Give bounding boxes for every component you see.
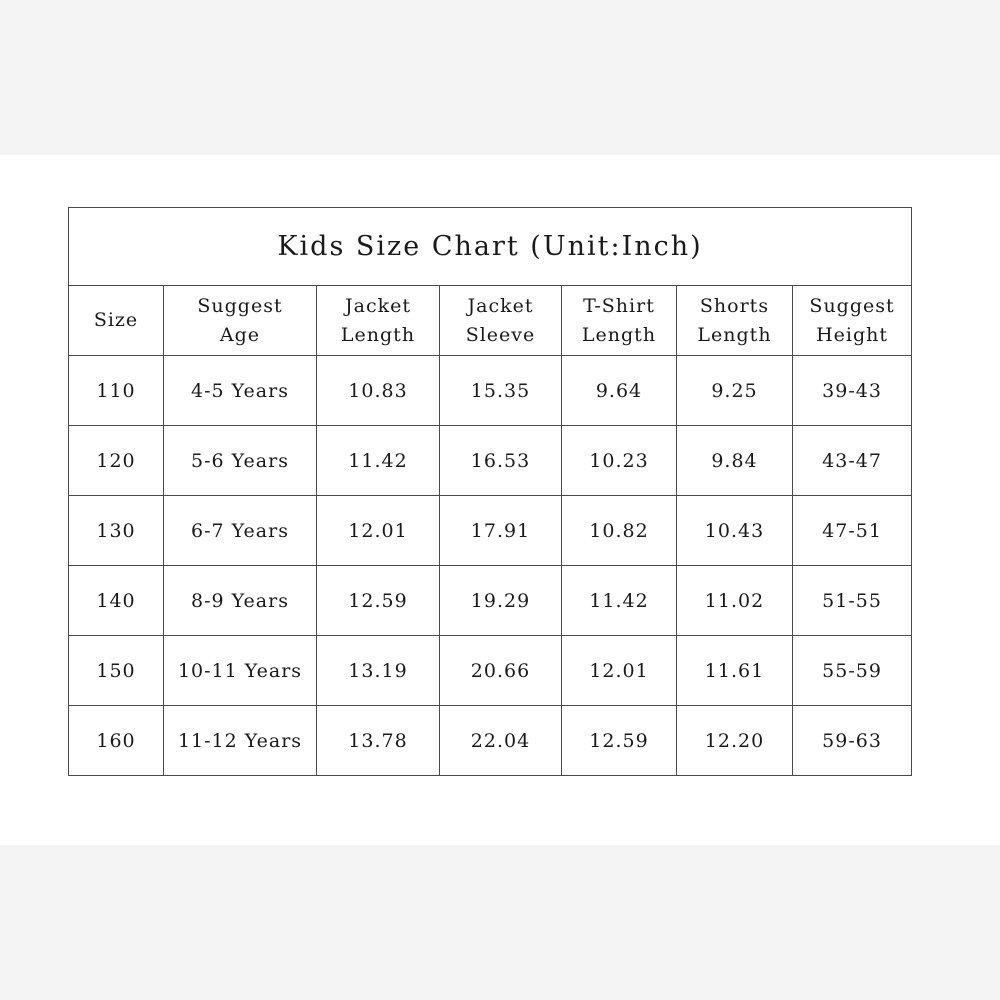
table-row [69,356,912,426]
cell-size: 160 [69,706,164,776]
header-suggest-height: Suggest Height [793,286,912,356]
cell-shorts-length: 12.20 [677,706,793,776]
cell-shorts-length: 9.84 [677,426,793,496]
cell-age: 4-5 Years [164,356,317,426]
header-jacket-length: Jacket Length [317,286,440,356]
cell-age: 5-6 Years [164,426,317,496]
table-row [69,636,912,706]
cell-tshirt-length: 10.82 [562,496,677,566]
cell-tshirt-length: 9.64 [562,356,677,426]
cell-age: 10-11 Years [164,636,317,706]
size-chart-table [68,207,912,776]
cell-size: 120 [69,426,164,496]
cell-age: 6-7 Years [164,496,317,566]
cell-jacket-length: 13.78 [317,706,440,776]
chart-title: Kids Size Chart (Unit:Inch) [69,208,912,286]
cell-jacket-sleeve: 19.29 [440,566,562,636]
background-band-bottom [0,845,1000,1000]
cell-jacket-sleeve: 17.91 [440,496,562,566]
cell-shorts-length: 11.02 [677,566,793,636]
cell-age: 8-9 Years [164,566,317,636]
table-row [69,566,912,636]
cell-size: 140 [69,566,164,636]
cell-height: 55-59 [793,636,912,706]
cell-height: 43-47 [793,426,912,496]
cell-shorts-length: 10.43 [677,496,793,566]
cell-jacket-sleeve: 15.35 [440,356,562,426]
cell-shorts-length: 9.25 [677,356,793,426]
table-row [69,426,912,496]
cell-tshirt-length: 12.59 [562,706,677,776]
header-jacket-sleeve: Jacket Sleeve [440,286,562,356]
cell-height: 47-51 [793,496,912,566]
header-suggest-age: Suggest Age [164,286,317,356]
cell-size: 150 [69,636,164,706]
cell-size: 110 [69,356,164,426]
cell-height: 51-55 [793,566,912,636]
header-size: Size [69,286,164,356]
cell-age: 11-12 Years [164,706,317,776]
title-row [69,208,912,286]
table-row [69,706,912,776]
cell-jacket-length: 12.59 [317,566,440,636]
cell-jacket-length: 11.42 [317,426,440,496]
cell-jacket-sleeve: 22.04 [440,706,562,776]
cell-jacket-length: 10.83 [317,356,440,426]
cell-jacket-length: 12.01 [317,496,440,566]
cell-jacket-sleeve: 20.66 [440,636,562,706]
cell-jacket-length: 13.19 [317,636,440,706]
cell-height: 59-63 [793,706,912,776]
header-row [69,286,912,356]
header-shorts-length: Shorts Length [677,286,793,356]
cell-tshirt-length: 12.01 [562,636,677,706]
cell-size: 130 [69,496,164,566]
background-band-top [0,0,1000,155]
cell-tshirt-length: 11.42 [562,566,677,636]
cell-jacket-sleeve: 16.53 [440,426,562,496]
table-row [69,496,912,566]
cell-tshirt-length: 10.23 [562,426,677,496]
cell-height: 39-43 [793,356,912,426]
header-tshirt-length: T-Shirt Length [562,286,677,356]
cell-shorts-length: 11.61 [677,636,793,706]
